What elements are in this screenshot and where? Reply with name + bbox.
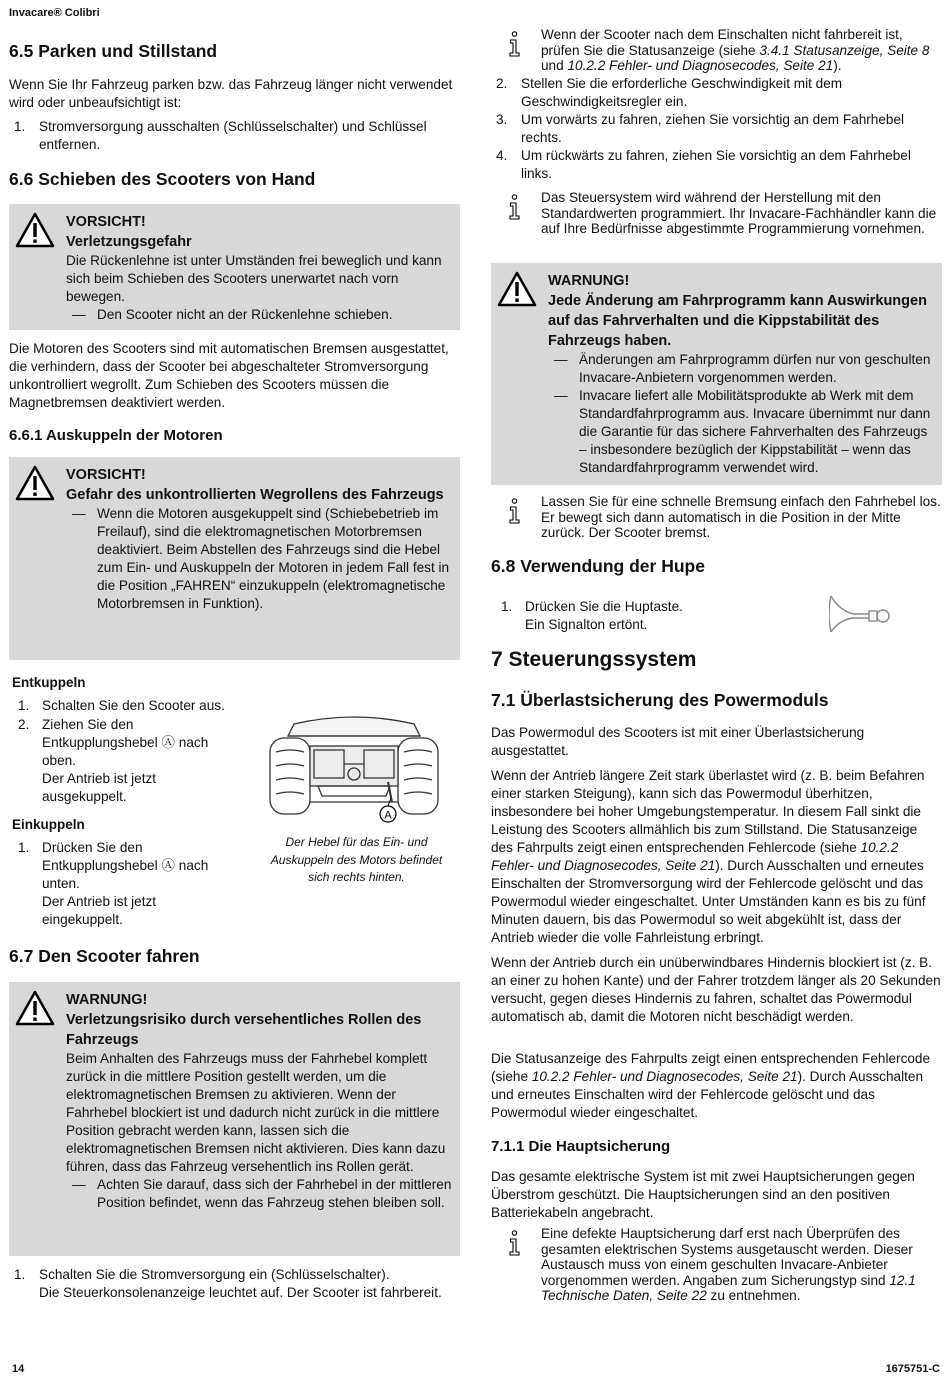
caution-box: VORSICHT! Verletzungsgefahr Die Rückenlehne ist unter Umständen frei beweglich und kann sich beim Schieben des Scooters unerwartet nach vorn bewegen. — Den Scooter nicht an der Rückenlehne schieben. [9,204,460,330]
warning-box: WARNUNG! Jede Änderung am Fahrprogramm kann Auswirkungen auf das Fahrverhalten und die Kippstabilität des Fahrzeugs haben. — Änderungen am Fahrprogramm dürfen nur von geschulten Invacare-Anbietern vorgenommen werden. — Invacare liefert alle Mobilitätsprodukte ab Werk mit dem Standardfahrprogramm aus. Invacare übernimmt nur dann die Garantie für das sichere Fahrverhalten des Fahrzeugs – insbesondere bezüglich der Kippstabilität – wenn das Standardfahrprogramm verwendet wird. [491,263,942,485]
heading-6-5: 6.5 Parken und Stillstand [9,41,218,61]
info-text: und [541,58,568,73]
caution-subtitle: Verletzungsgefahr [66,234,192,250]
figure-caption: Der Hebel für das Ein- und Auskuppeln des Motors befindet sich rechts hinten. [270,835,443,884]
paragraph [491,767,942,947]
list-text: Schalten Sie den Scooter aus. [42,698,225,713]
paragraph: Wenn der Antrieb durch ein unüberwindbares Hindernis blockiert ist (z. B. an einer zu hohen Kante) und der Fahrer trotzdem länger als 20 Sekunden versucht, gegen dieses Hindernis zu fahren, schaltet das Powermodul automatisch ab, damit die Motoren nicht beschädigt werden. [491,955,941,1024]
heading-7: 7 Steuerungssystem [491,648,697,671]
info-text: ). [833,58,842,73]
warning-triangle-icon [15,465,55,501]
paragraph: Wenn Sie Ihr Fahrzeug parken bzw. das Fahrzeug länger nicht verwendet wird oder unbeaufsichtigt ist: [9,77,453,110]
list-result: Die Steuerkonsolenanzeige leuchtet auf. Der Scooter ist fahrbereit. [39,1285,442,1300]
paragraph: Das Powermodul des Scooters ist mit einer Überlastsicherung ausgestattet. [491,725,865,758]
info-text: Das Steuersystem wird während der Herstellung mit den Standardwerten programmiert. Ihr Invacare-Fachhändler kann die auf Ihre Bedürfnisse abgestimmte Programmierung vornehmen. [541,190,937,236]
list-text: Stromversorgung ausschalten (Schlüsselschalter) und Schlüssel entfernen. [39,119,427,152]
info-icon [509,194,520,220]
heading-7-1-1: 7.1.1 Die Hauptsicherung [491,1138,671,1155]
warning-triangle-icon [15,990,55,1026]
subheading-entkuppeln: Entkuppeln [12,675,86,690]
header-brand: Invacare® Colibri [9,7,100,19]
info-icon [509,1230,520,1256]
caution-box: VORSICHT! Gefahr des unkontrollierten Wegrollens des Fahrzeugs — Wenn die Motoren ausgekuppelt sind (Schiebebetrieb im Freilauf), sind die elektromagnetischen Motorbremsen deaktiviert. Beim Abstellen des Fahrzeugs sind die Hebel zum Ein- und Auskuppeln der Motoren in jedem Fall fest in die Position „FAHREN“ einzukuppeln (elektromagnetische Motorbremsen in Funktion). [9,457,460,660]
list-text: Um vorwärts zu fahren, ziehen Sie vorsichtig an dem Fahrhebel rechts. [521,112,905,145]
list-number: 2. [18,717,30,732]
heading-6-6: 6.6 Schieben des Scooters von Hand [9,169,316,189]
list-number: 3. [496,112,508,127]
caution-text: Die Rückenlehne ist unter Umständen frei beweglich und kann sich beim Schieben des Scooters unerwartet nach vorn bewegen. [66,253,442,304]
list-item [9,839,227,929]
figure-label-a: A [384,809,392,822]
list-item [491,598,791,634]
list-item [491,111,942,147]
heading-6-7: 6.7 Den Scooter fahren [9,946,200,966]
info-icon [509,498,520,524]
cross-reference: 10.2.2 Fehler- und Diagnosecodes, Seite 21 [531,1069,798,1084]
warning-subtitle: Jede Änderung am Fahrprogramm kann Auswirkungen auf das Fahrverhalten und die Kippstabilität des Fahrzeugs haben. [548,293,927,349]
paragraph [491,1050,942,1122]
list-number: 1. [18,840,30,855]
document-number: 1675751-C [885,1363,940,1375]
caution-title: VORSICHT! [66,467,146,483]
paragraph-text: Die Statusanzeige des Fahrpults zeigt einen entsprechenden Fehlercode (siehe [491,1051,931,1084]
list-text: Drücken Sie die Huptaste. [525,599,683,614]
caution-subtitle: Gefahr des unkontrollierten Wegrollens des Fahrzeugs [66,487,444,503]
list-item [491,75,942,111]
info-note [491,190,942,237]
cross-reference: 3.4.1 Statusanzeige, Seite 8 [759,42,930,58]
paragraph: Die Motoren des Scooters sind mit automatischen Bremsen ausgestattet, die verhindern, dass der Scooter bei abgeschalteter Stromversorgung unkontrolliert wegrollt. Zum Schieben des Scooters müssen die Magnetbremsen deaktiviert werden. [9,341,449,410]
warning-dash-item: Änderungen am Fahrprogramm dürfen nur von geschulten Invacare-Anbietern vorgenommen werden. [579,352,931,385]
info-note [491,1226,942,1304]
caution-title: VORSICHT! [66,214,146,230]
warning-subtitle: Verletzungsrisiko durch versehentliches Rollen des Fahrzeugs [66,1012,422,1048]
list-text: Um rückwärts zu fahren, ziehen Sie vorsichtig an dem Fahrhebel links. [521,148,911,181]
info-note [491,27,942,74]
list-number: 1. [501,599,513,614]
warning-title: WARNUNG! [66,992,148,1008]
subheading-einkuppeln: Einkuppeln [12,817,85,832]
list-item [491,147,942,183]
list-item [9,118,460,154]
warning-dash-item: Achten Sie darauf, dass sich der Fahrhebel in der mittleren Position befindet, wenn das Fahrzeug stehen bleiben soll. [97,1177,452,1210]
cross-reference: 10.2.2 Fehler- und Diagnosecodes, Seite 21 [567,58,834,73]
warning-text: Beim Anhalten des Fahrzeugs muss der Fahrhebel komplett zurück in die mittlere Position gestellt werden, um die elektromagnetischen Bremsen zu aktivieren. Wenn der Fahrhebel blockiert ist und dadurch nicht zurück in die mittlere Position gebracht werden kann, lassen sich die elektromagnetischen Bremsen nicht aktivieren. Dies kann dazu führen, dass das Fahrzeug versehentlich ins Rollen gerät. [66,1051,446,1174]
warning-triangle-icon [15,212,55,248]
heading-7-1: 7.1 Überlastsicherung des Powermoduls [491,690,829,710]
info-text: Wenn der Scooter nach dem Einschalten nicht fahrbereit ist, prüfen Sie die Statusanzeige (siehe [541,27,903,58]
info-text: Lassen Sie für eine schnelle Bremsung einfach den Fahrhebel los. Er bewegt sich dann automatisch in die Position in der Mitte zurück. Der Scooter bremst. [541,494,941,540]
cross-reference: 12.1 Technische Daten, Seite 22 [541,1272,916,1303]
list-number: 4. [496,148,508,163]
info-note [491,494,942,541]
cross-reference: 10.2.2 Fehler- und Diagnosecodes, Seite 21 [491,840,899,873]
list-text: Stellen Sie die erforderliche Geschwindigkeit mit dem Geschwindigkeitsregler ein. [521,76,843,109]
list-item [9,1266,460,1302]
warning-title: WARNUNG! [548,273,630,289]
heading-6-6-1: 6.6.1 Auskuppeln der Motoren [9,427,223,444]
paragraph-text: ). Durch Ausschalten und erneutes Einschalten der Stromversorgung wird der Fehlercode gelöscht und das Powermodul wieder eingeschaltet. Unter Umständen kann es bis zu fünf Minuten dauern, bis das Powermodul so weit abgekühlt ist, dass der Antrieb wieder die volle Fahrleistung erbringt. [491,858,926,945]
paragraph-text: Wenn der Antrieb längere Zeit stark überlastet wird (z. B. beim Befahren einer starken Steigung), kann sich das Powermodul überhitzen, insbesondere bei hoher Umgebungstemperatur. In diesem Fall sinkt die Leistung des Scooters allmählich bis zum Stillstand. Die Statusanzeige des Fahrpults zeigt einen entsprechenden Fehlercode (siehe [491,768,925,855]
warning-box: WARNUNG! Verletzungsrisiko durch versehentliches Rollen des Fahrzeugs Beim Anhalten des Fahrzeugs muss der Fahrhebel komplett zurück in die mittlere Position gestellt werden, um die elektromagnetischen Bremsen zu aktivieren. Wenn der Fahrhebel blockiert ist und dadurch nicht zurück in die mittlere Position gebracht werden kann, lassen sich die elektromagnetischen Bremsen nicht aktivieren. Dies kann dazu führen, dass das Fahrzeug versehentlich ins Rollen gerät. — Achten Sie darauf, dass sich der Fahrhebel in der mittleren Position befindet, wenn das Fahrzeug stehen bleiben soll. [9,982,460,1256]
list-number: 2. [496,76,508,91]
info-text: Eine defekte Hauptsicherung darf erst nach Überprüfen des gesamten elektrischen Systems ausgetauscht werden. Dieser Austausch muss von einem geschulten Invacare-Anbieter vorgenommen werden. Angaben zum Sicherungstyp sind [541,1226,913,1288]
caution-dash-item: Wenn die Motoren ausgekuppelt sind (Schiebebetrieb im Freilauf), sind die elektromagnetischen Motorbremsen deaktiviert. Beim Abstellen des Fahrzeugs sind die Hebel zum Ein- und Auskuppeln der Motoren in jedem Fall fest in die Position „FAHREN“ einzukuppeln (elektromagnetische Motorbremsen in Funktion). [97,506,450,611]
scooter-rear-illustration [254,712,454,830]
list-number: 1. [14,1267,26,1282]
list-item [9,716,227,806]
info-text: zu entnehmen. [706,1288,801,1303]
paragraph-text: ). Durch Ausschalten und erneutes Einschalten wird der Fehlercode gelöscht und das Powermodul wieder eingeschaltet. [491,1069,924,1120]
paragraph: Das gesamte elektrische System ist mit zwei Hauptsicherungen gegen Überstrom geschützt. Die Hauptsicherungen sind an den positiven Batteriekabeln angebracht. [491,1169,915,1220]
caution-dash-item: Den Scooter nicht an der Rückenlehne schieben. [97,307,393,322]
page-number: 14 [12,1363,25,1375]
heading-6-8: 6.8 Verwendung der Hupe [491,556,705,576]
info-icon [509,31,520,57]
list-text: Schalten Sie die Stromversorgung ein (Schlüsselschalter). [39,1267,390,1282]
list-text: Drücken Sie den Entkupplungshebel Ⓐ nach unten. [42,840,209,891]
horn-icon [829,592,891,636]
list-text: Ziehen Sie den Entkupplungshebel Ⓐ nach oben. [42,717,209,768]
list-result: Der Antrieb ist jetzt ausgekuppelt. [42,771,157,804]
warning-dash-item: Invacare liefert alle Mobilitätsprodukte ab Werk mit dem Standardfahrprogramm aus. Invacare übernimmt nur dann die Garantie für das sichere Fahrverhalten des Fahrzeugs – insbesondere bezüglich der Kippstabilität – wenn das Standardfahrprogramm verwendet wird. [579,388,931,475]
list-number: 1. [18,698,30,713]
list-result: Der Antrieb ist jetzt eingekuppelt. [42,894,157,927]
warning-triangle-icon [497,271,537,307]
list-item [9,697,234,715]
list-number: 1. [14,119,26,134]
list-result: Ein Signalton ertönt. [525,617,648,632]
